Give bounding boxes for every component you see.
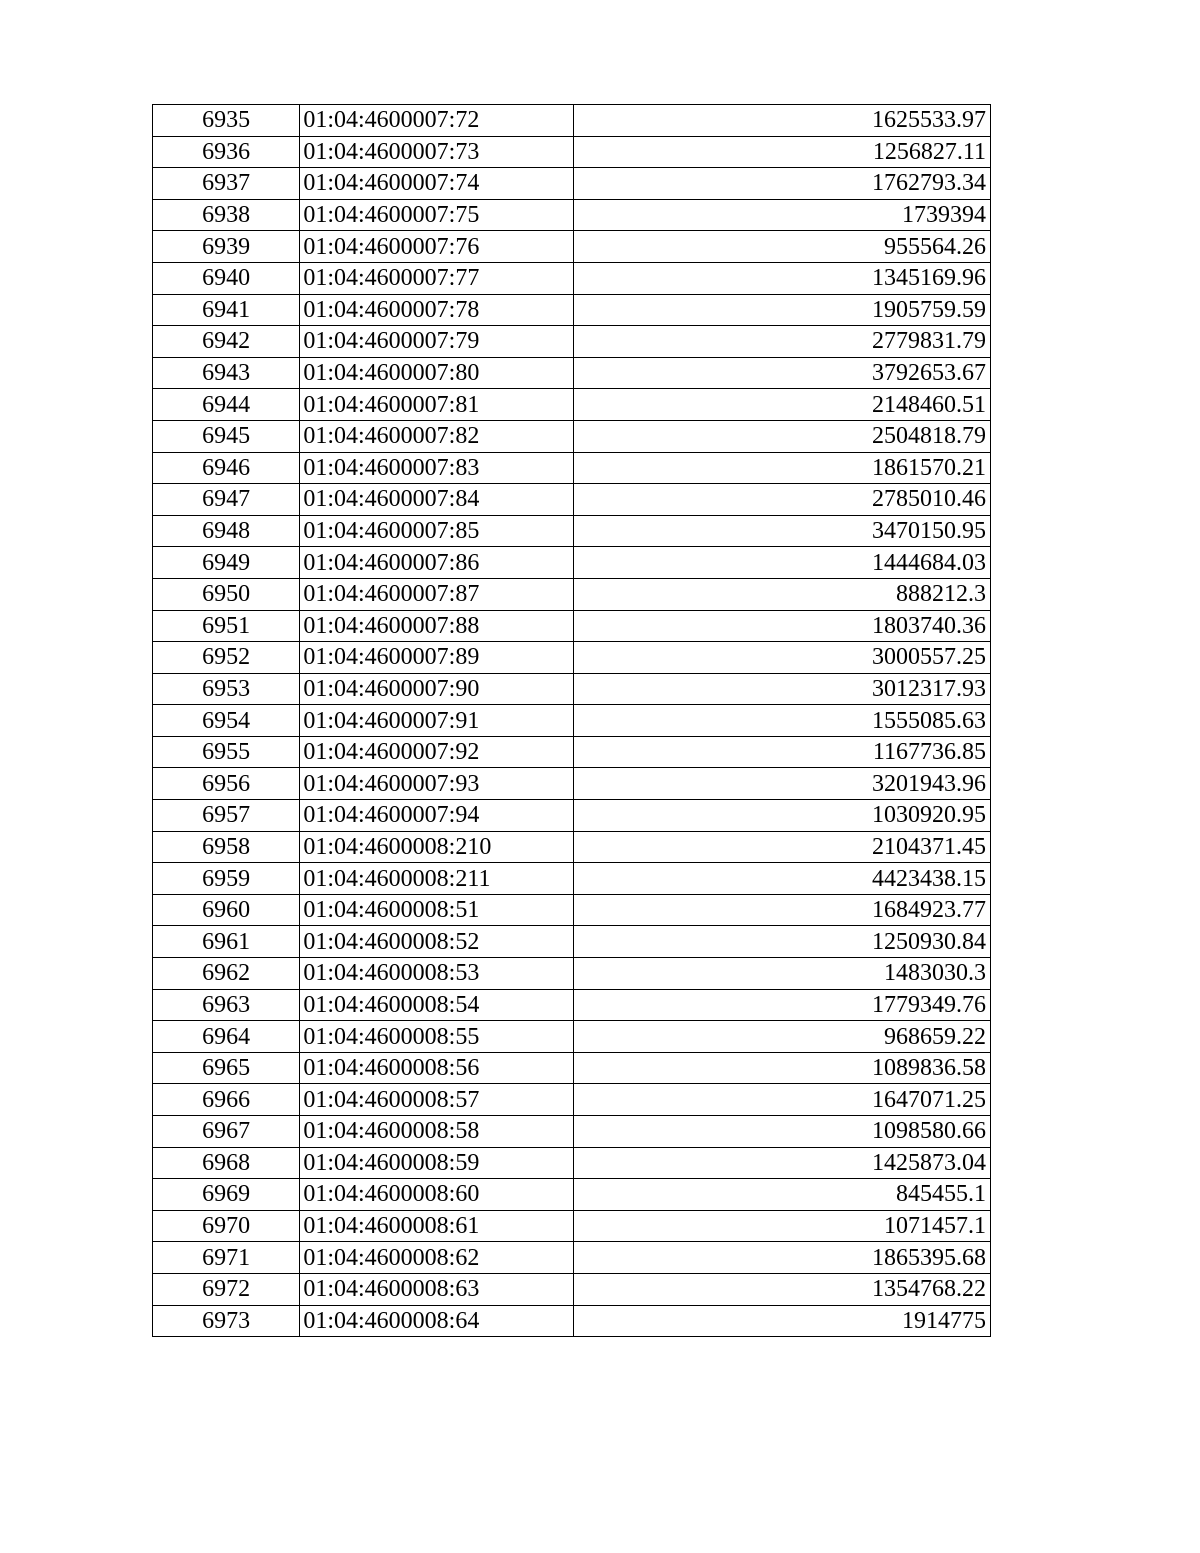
table-row: [153, 1147, 991, 1179]
row-id-cell: 6944: [153, 389, 300, 421]
table-row: [153, 863, 991, 895]
data-table: [152, 104, 991, 1337]
table-row: [153, 1273, 991, 1305]
row-value-cell: 2504818.79: [573, 420, 990, 452]
table-row: [153, 199, 991, 231]
row-id-cell: 6960: [153, 894, 300, 926]
row-code-cell: 01:04:4600008:64: [300, 1305, 574, 1337]
table-row: [153, 1179, 991, 1211]
row-code-cell: 01:04:4600008:58: [300, 1116, 574, 1148]
row-value-cell: 1089836.58: [573, 1052, 990, 1084]
row-value-cell: 1098580.66: [573, 1116, 990, 1148]
row-id-cell: 6945: [153, 420, 300, 452]
row-id-cell: 6935: [153, 105, 300, 137]
row-value-cell: 888212.3: [573, 578, 990, 610]
row-id-cell: 6966: [153, 1084, 300, 1116]
row-id-cell: 6958: [153, 831, 300, 863]
row-code-cell: 01:04:4600007:81: [300, 389, 574, 421]
row-code-cell: 01:04:4600007:92: [300, 736, 574, 768]
table-row: [153, 958, 991, 990]
row-code-cell: 01:04:4600008:63: [300, 1273, 574, 1305]
row-code-cell: 01:04:4600007:78: [300, 294, 574, 326]
table-row: [153, 515, 991, 547]
row-id-cell: 6946: [153, 452, 300, 484]
row-value-cell: 1739394: [573, 199, 990, 231]
row-code-cell: 01:04:4600007:72: [300, 105, 574, 137]
row-value-cell: 1861570.21: [573, 452, 990, 484]
row-value-cell: 1444684.03: [573, 547, 990, 579]
row-id-cell: 6959: [153, 863, 300, 895]
row-code-cell: 01:04:4600008:57: [300, 1084, 574, 1116]
row-code-cell: 01:04:4600007:80: [300, 357, 574, 389]
table-row: [153, 231, 991, 263]
row-value-cell: 1250930.84: [573, 926, 990, 958]
row-id-cell: 6952: [153, 642, 300, 674]
row-id-cell: 6937: [153, 168, 300, 200]
row-value-cell: 1779349.76: [573, 989, 990, 1021]
table-row: [153, 673, 991, 705]
row-code-cell: 01:04:4600007:88: [300, 610, 574, 642]
row-id-cell: 6947: [153, 484, 300, 516]
row-id-cell: 6955: [153, 736, 300, 768]
row-code-cell: 01:04:4600007:90: [300, 673, 574, 705]
row-id-cell: 6956: [153, 768, 300, 800]
row-code-cell: 01:04:4600008:59: [300, 1147, 574, 1179]
row-code-cell: 01:04:4600007:86: [300, 547, 574, 579]
row-code-cell: 01:04:4600008:60: [300, 1179, 574, 1211]
row-id-cell: 6940: [153, 262, 300, 294]
row-code-cell: 01:04:4600008:56: [300, 1052, 574, 1084]
row-code-cell: 01:04:4600007:85: [300, 515, 574, 547]
row-code-cell: 01:04:4600008:52: [300, 926, 574, 958]
table-row: [153, 452, 991, 484]
table-row: [153, 294, 991, 326]
row-code-cell: 01:04:4600007:87: [300, 578, 574, 610]
table-row: [153, 610, 991, 642]
row-code-cell: 01:04:4600007:79: [300, 326, 574, 358]
row-code-cell: 01:04:4600008:54: [300, 989, 574, 1021]
table-row: [153, 768, 991, 800]
row-id-cell: 6949: [153, 547, 300, 579]
row-value-cell: 968659.22: [573, 1021, 990, 1053]
row-id-cell: 6939: [153, 231, 300, 263]
row-code-cell: 01:04:4600008:62: [300, 1242, 574, 1274]
table-row: [153, 105, 991, 137]
row-code-cell: 01:04:4600008:61: [300, 1210, 574, 1242]
table-row: [153, 831, 991, 863]
table-row: [153, 168, 991, 200]
row-id-cell: 6963: [153, 989, 300, 1021]
row-code-cell: 01:04:4600007:75: [300, 199, 574, 231]
table-row: [153, 547, 991, 579]
table-row: [153, 1242, 991, 1274]
row-value-cell: 1803740.36: [573, 610, 990, 642]
table-row: [153, 736, 991, 768]
row-id-cell: 6970: [153, 1210, 300, 1242]
row-value-cell: 1256827.11: [573, 136, 990, 168]
table-row: [153, 1116, 991, 1148]
table-row: [153, 357, 991, 389]
table-row: [153, 326, 991, 358]
row-value-cell: 3000557.25: [573, 642, 990, 674]
row-id-cell: 6953: [153, 673, 300, 705]
row-value-cell: 2148460.51: [573, 389, 990, 421]
row-id-cell: 6961: [153, 926, 300, 958]
table-row: [153, 1021, 991, 1053]
row-id-cell: 6957: [153, 800, 300, 832]
row-value-cell: 1354768.22: [573, 1273, 990, 1305]
row-value-cell: 2104371.45: [573, 831, 990, 863]
row-id-cell: 6973: [153, 1305, 300, 1337]
row-id-cell: 6954: [153, 705, 300, 737]
row-value-cell: 1167736.85: [573, 736, 990, 768]
row-id-cell: 6967: [153, 1116, 300, 1148]
row-id-cell: 6941: [153, 294, 300, 326]
row-id-cell: 6951: [153, 610, 300, 642]
table-body: [153, 105, 991, 1337]
table-row: [153, 484, 991, 516]
row-value-cell: 1647071.25: [573, 1084, 990, 1116]
row-code-cell: 01:04:4600007:84: [300, 484, 574, 516]
row-code-cell: 01:04:4600008:53: [300, 958, 574, 990]
row-value-cell: 1625533.97: [573, 105, 990, 137]
row-value-cell: 1865395.68: [573, 1242, 990, 1274]
row-code-cell: 01:04:4600007:77: [300, 262, 574, 294]
row-value-cell: 3012317.93: [573, 673, 990, 705]
row-code-cell: 01:04:4600008:210: [300, 831, 574, 863]
row-value-cell: 1684923.77: [573, 894, 990, 926]
table-row: [153, 1084, 991, 1116]
table-row: [153, 578, 991, 610]
table-row: [153, 989, 991, 1021]
row-value-cell: 3792653.67: [573, 357, 990, 389]
row-id-cell: 6950: [153, 578, 300, 610]
table-row: [153, 136, 991, 168]
row-value-cell: 1030920.95: [573, 800, 990, 832]
row-value-cell: 1071457.1: [573, 1210, 990, 1242]
row-code-cell: 01:04:4600007:91: [300, 705, 574, 737]
row-code-cell: 01:04:4600007:82: [300, 420, 574, 452]
row-value-cell: 1425873.04: [573, 1147, 990, 1179]
table-row: [153, 262, 991, 294]
row-code-cell: 01:04:4600007:94: [300, 800, 574, 832]
row-code-cell: 01:04:4600008:211: [300, 863, 574, 895]
row-id-cell: 6968: [153, 1147, 300, 1179]
row-value-cell: 845455.1: [573, 1179, 990, 1211]
row-value-cell: 1914775: [573, 1305, 990, 1337]
row-id-cell: 6938: [153, 199, 300, 231]
table-row: [153, 894, 991, 926]
row-code-cell: 01:04:4600007:93: [300, 768, 574, 800]
row-code-cell: 01:04:4600008:51: [300, 894, 574, 926]
table-row: [153, 389, 991, 421]
row-id-cell: 6969: [153, 1179, 300, 1211]
row-value-cell: 4423438.15: [573, 863, 990, 895]
row-code-cell: 01:04:4600007:89: [300, 642, 574, 674]
table-row: [153, 1052, 991, 1084]
row-id-cell: 6971: [153, 1242, 300, 1274]
row-value-cell: 2785010.46: [573, 484, 990, 516]
table-row: [153, 1305, 991, 1337]
table-row: [153, 705, 991, 737]
row-id-cell: 6965: [153, 1052, 300, 1084]
row-value-cell: 955564.26: [573, 231, 990, 263]
row-code-cell: 01:04:4600007:83: [300, 452, 574, 484]
table-row: [153, 1210, 991, 1242]
row-value-cell: 3201943.96: [573, 768, 990, 800]
row-value-cell: 1345169.96: [573, 262, 990, 294]
row-code-cell: 01:04:4600008:55: [300, 1021, 574, 1053]
row-id-cell: 6948: [153, 515, 300, 547]
row-value-cell: 2779831.79: [573, 326, 990, 358]
table-row: [153, 926, 991, 958]
table-row: [153, 420, 991, 452]
row-code-cell: 01:04:4600007:74: [300, 168, 574, 200]
row-id-cell: 6972: [153, 1273, 300, 1305]
row-id-cell: 6936: [153, 136, 300, 168]
row-value-cell: 1905759.59: [573, 294, 990, 326]
row-value-cell: 1483030.3: [573, 958, 990, 990]
row-value-cell: 3470150.95: [573, 515, 990, 547]
row-code-cell: 01:04:4600007:76: [300, 231, 574, 263]
row-code-cell: 01:04:4600007:73: [300, 136, 574, 168]
row-id-cell: 6962: [153, 958, 300, 990]
table-row: [153, 642, 991, 674]
row-value-cell: 1762793.34: [573, 168, 990, 200]
row-id-cell: 6964: [153, 1021, 300, 1053]
row-value-cell: 1555085.63: [573, 705, 990, 737]
row-id-cell: 6943: [153, 357, 300, 389]
row-id-cell: 6942: [153, 326, 300, 358]
table-row: [153, 800, 991, 832]
